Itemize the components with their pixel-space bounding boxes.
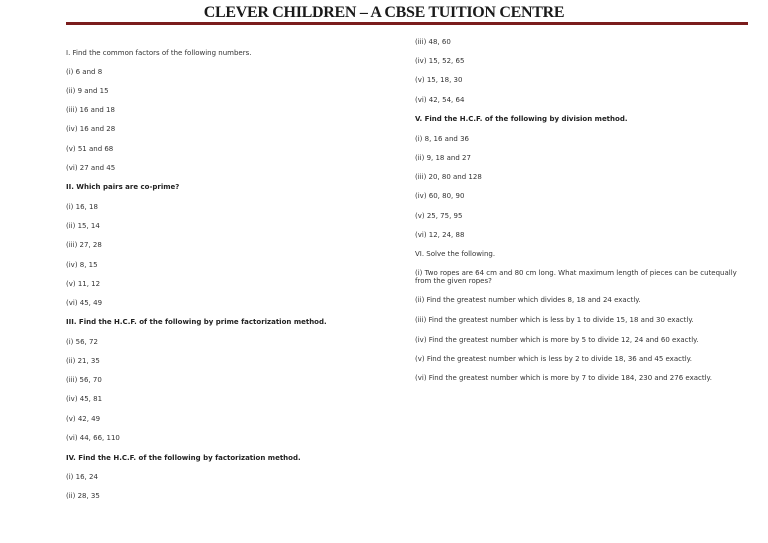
question-item: (i) 6 and 8: [66, 68, 103, 76]
question-item: (ii) 9, 18 and 27: [415, 154, 471, 162]
question-item: (i) 8, 16 and 36: [415, 135, 469, 143]
question-item: (vi) 44, 66, 110: [66, 434, 120, 442]
question-item: (iii) 27, 28: [66, 241, 102, 249]
section-heading-6: VI. Solve the following.: [415, 250, 496, 258]
question-item: (v) 15, 18, 30: [415, 76, 463, 84]
question-item: (vi) 42, 54, 64: [415, 96, 465, 104]
question-item: (v) 25, 75, 95: [415, 212, 463, 220]
question-item: (iv) 45, 81: [66, 395, 103, 403]
question-item: (ii) Find the greatest number which divides 8, 18 and 24 exactly.: [415, 296, 641, 304]
question-item: (vi) 45, 49: [66, 299, 103, 307]
question-item: (ii) 28, 35: [66, 492, 100, 500]
section-heading-5: V. Find the H.C.F. of the following by division method.: [415, 115, 628, 123]
question-item: (iii) 56, 70: [66, 376, 102, 384]
question-item: (ii) 15, 14: [66, 222, 100, 230]
question-item: (v) 51 and 68: [66, 145, 114, 153]
question-item: (i) Two ropes are 64 cm and 80 cm long. What maximum length of pieces can be cutequally from the given ropes?: [415, 269, 737, 285]
question-item: (i) 16, 18: [66, 203, 98, 211]
question-item: (vi) Find the greatest number which is more by 7 to divide 184, 230 and 276 exactly.: [415, 374, 712, 382]
question-item: (v) 11, 12: [66, 280, 101, 288]
question-item: (i) 16, 24: [66, 473, 98, 481]
header-rule: [66, 22, 748, 25]
question-item: (v) 42, 49: [66, 415, 101, 423]
question-item: (vi) 27 and 45: [66, 164, 116, 172]
question-item: (iv) 60, 80, 90: [415, 192, 465, 200]
question-item: (iii) 48, 60: [415, 38, 451, 46]
question-item: (ii) 21, 35: [66, 357, 100, 365]
question-item: (vi) 12, 24, 88: [415, 231, 465, 239]
question-item: (iii) 20, 80 and 128: [415, 173, 482, 181]
question-item: (ii) 9 and 15: [66, 87, 109, 95]
question-item: (iv) 15, 52, 65: [415, 57, 465, 65]
question-item: (iv) 16 and 28: [66, 125, 116, 133]
question-item: (iv) Find the greatest number which is more by 5 to divide 12, 24 and 60 exactly.: [415, 336, 699, 344]
question-item: (iv) 8, 15: [66, 261, 98, 269]
section-heading-1: I. Find the common factors of the following numbers.: [66, 49, 252, 57]
section-heading-3: III. Find the H.C.F. of the following by prime factorization method.: [66, 318, 327, 326]
section-heading-4: IV. Find the H.C.F. of the following by factorization method.: [66, 454, 301, 462]
question-item: (iii) Find the greatest number which is less by 1 to divide 15, 18 and 30 exactly.: [415, 316, 694, 324]
question-item: (v) Find the greatest number which is less by 2 to divide 18, 36 and 45 exactly.: [415, 355, 693, 363]
question-item: (iii) 16 and 18: [66, 106, 115, 114]
section-heading-2: II. Which pairs are co-prime?: [66, 183, 180, 191]
question-item: (i) 56, 72: [66, 338, 98, 346]
page-title: CLEVER CHILDREN – A CBSE TUITION CENTRE: [203, 4, 565, 21]
